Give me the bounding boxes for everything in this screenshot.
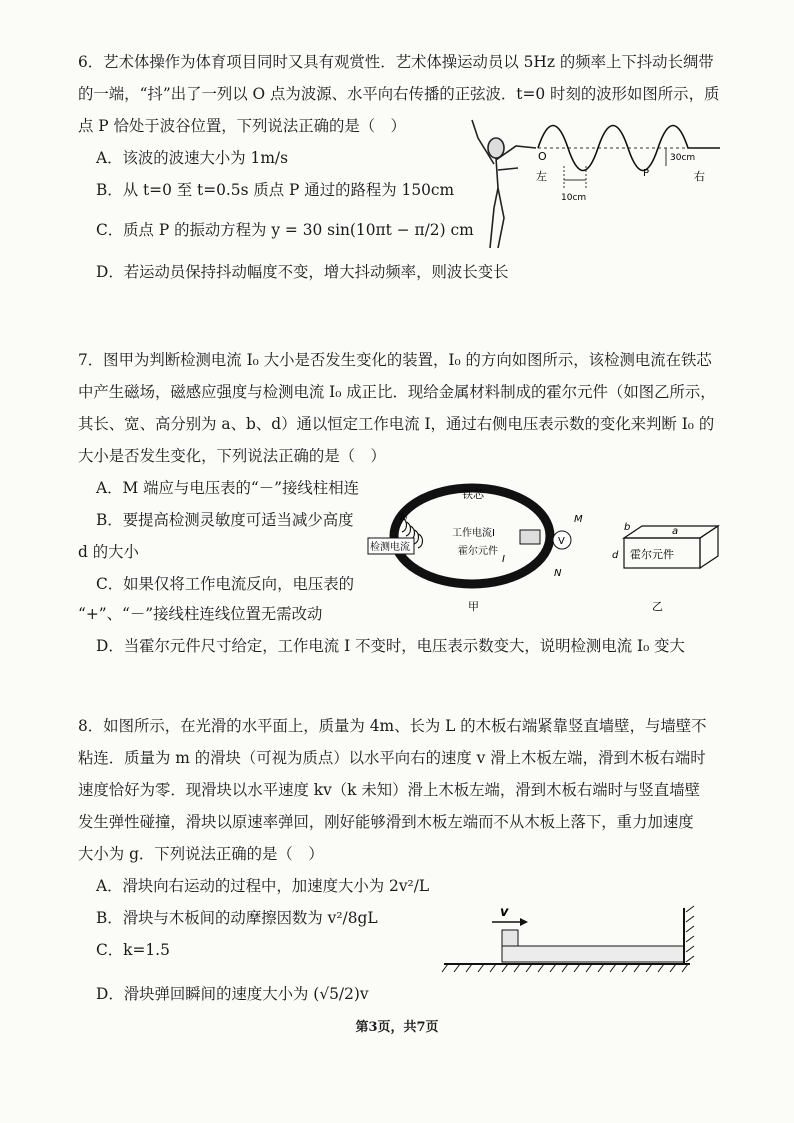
caption-yi: 乙 bbox=[652, 600, 663, 613]
q7-option-c-line1: C．如果仅将工作电流反向，电压表的 bbox=[96, 575, 355, 593]
q6-option-a: A．该波的波速大小为 1m/s bbox=[96, 149, 288, 167]
q7-line-3: 其长、宽、高分别为 a、b、d）通以恒定工作电流 I，通过右侧电压表示数的变化来判断 I₀ 的 bbox=[78, 415, 715, 433]
label-left: 左 bbox=[536, 170, 547, 183]
q7-option-c-line2: “+”、“－”接线柱连线位置无需改动 bbox=[78, 605, 323, 623]
q6-line-2: 的一端，“抖”出了一列以 O 点为波源、水平向右传播的正弦波．t=0 时刻的波形如图所示，质 bbox=[78, 85, 720, 103]
q6-line-1: 6．艺术体操作为体育项目同时又具有观赏性．艺术体操运动员以 5Hz 的频率上下抖动长绸带 bbox=[78, 53, 714, 71]
label-i0: I₀ bbox=[400, 512, 407, 523]
label-amplitude: 30cm bbox=[670, 153, 696, 163]
q6-option-b: B．从 t=0 至 t=0.5s 质点 P 通过的路程为 150cm bbox=[96, 181, 455, 199]
q6-wave-figure bbox=[458, 108, 723, 258]
q8-option-c: C．k=1.5 bbox=[96, 941, 170, 959]
q7-option-a: A．M 端应与电压表的“－”接线柱相连 bbox=[96, 479, 359, 497]
q8-line-1: 8．如图所示，在光滑的水平面上，质量为 4m、长为 L 的木板右端紧靠竖直墙壁，与墙壁不 bbox=[78, 717, 707, 735]
label-box: 霍尔元件 bbox=[630, 548, 674, 561]
label-right: 右 bbox=[694, 170, 705, 183]
slider-block bbox=[502, 930, 518, 946]
label-v: V bbox=[558, 536, 565, 547]
label-m: M bbox=[574, 514, 583, 525]
q8-option-b: B．滑块与木板间的动摩擦因数为 v²/8gL bbox=[96, 909, 378, 927]
q6-line-3: 点 P 恰处于波谷位置，下列说法正确的是（ ） bbox=[78, 117, 406, 135]
label-core: 铁芯 bbox=[462, 488, 484, 501]
hall-box bbox=[624, 526, 718, 568]
q7-option-b-line1: B．要提高检测灵敏度可适当减少高度 bbox=[96, 511, 354, 529]
gymnast-figure bbox=[472, 120, 536, 248]
label-box-d: d bbox=[612, 550, 619, 561]
q7-line-4: 大小是否发生变化，下列说法正确的是（ ） bbox=[78, 447, 386, 465]
label-box-a: a bbox=[672, 526, 679, 537]
label-v: v bbox=[500, 905, 509, 920]
q6-option-d: D．若运动员保持抖动幅度不变，增大抖动频率，则波长变长 bbox=[96, 263, 509, 281]
q8-figure bbox=[440, 900, 705, 980]
hall-element-jia bbox=[520, 530, 540, 544]
q8-option-d: D．滑块弹回瞬间的速度大小为 (√5/2)v bbox=[96, 985, 369, 1003]
caption-jia: 甲 bbox=[468, 600, 479, 613]
q7-figure-yi bbox=[612, 520, 722, 620]
label-p: P bbox=[643, 168, 650, 179]
q8-line-4: 发生弹性碰撞，滑块以原速率弹回，刚好能够滑到木板左端而不从木板上落下，重力加速度 bbox=[78, 813, 694, 831]
q7-line-1: 7．图甲为判断检测电流 I₀ 大小是否发生变化的装置，I₀ 的方向如图所示，该检测电流在铁芯 bbox=[78, 351, 712, 369]
q6-option-c: C．质点 P 的振动方程为 y = 30 sin(10πt − π/2) cm bbox=[96, 221, 474, 239]
q8-line-3: 速度恰好为零．现滑块以水平速度 kv（k 未知）滑上木板左端，滑到木板右端时与竖直墙壁 bbox=[78, 781, 700, 799]
q7-figure-jia bbox=[362, 478, 592, 618]
q8-line-2: 粘连．质量为 m 的滑块（可视为质点）以水平向右的速度 v 滑上木板左端，滑到木板右端时 bbox=[78, 749, 706, 767]
label-i: I bbox=[502, 554, 505, 565]
label-box-b: b bbox=[624, 522, 631, 533]
label-detect: 检测电流 bbox=[370, 542, 410, 553]
q7-option-b-line2: d 的大小 bbox=[78, 543, 139, 561]
label-hall: 霍尔元件 bbox=[458, 546, 498, 557]
label-work: 工作电流I bbox=[452, 528, 495, 539]
wood-board bbox=[502, 946, 684, 962]
label-o: O bbox=[538, 150, 547, 163]
q8-option-a: A．滑块向右运动的过程中，加速度大小为 2v²/L bbox=[96, 877, 430, 895]
q7-option-d: D．当霍尔元件尺寸给定，工作电流 I 不变时，电压表示数变大，说明检测电流 I₀ 变大 bbox=[96, 637, 685, 655]
q7-line-2: 中产生磁场，磁感应强度与检测电流 I₀ 成正比．现给金属材料制成的霍尔元件（如图乙所示， bbox=[78, 383, 716, 401]
label-n: N bbox=[554, 568, 562, 579]
page-footer: 第3页，共7页 bbox=[355, 1020, 439, 1035]
label-length: 10cm bbox=[561, 193, 587, 203]
q8-line-5: 大小为 g．下列说法正确的是（ ） bbox=[78, 845, 324, 863]
